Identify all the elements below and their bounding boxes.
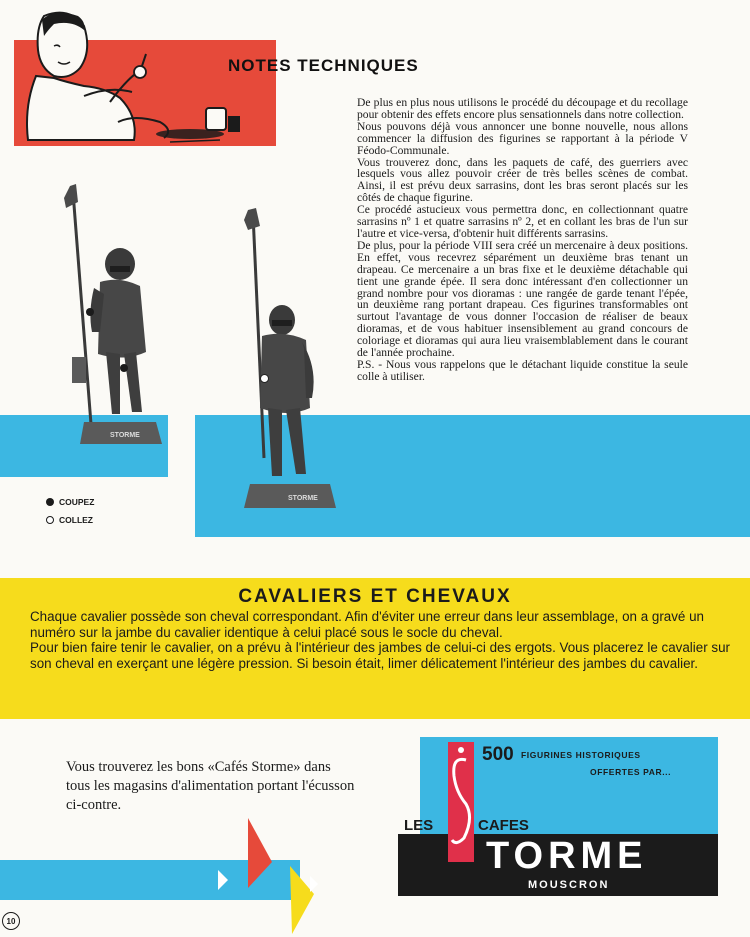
notes-title: NOTES TECHNIQUES: [228, 56, 419, 75]
cavaliers-paragraph: Pour bien faire tenir le cavalier, on a prévu à l'intérieur des jambes de celui-ci des ergots. Vous placerez le cavalier sur son cheval en exerçant une légère pression. Si besoin était, limer délicatement l'intérieur des jambes du cavalier.: [30, 640, 730, 671]
legend-cut-label: COUPEZ: [59, 497, 95, 507]
glue-marker: [260, 374, 269, 383]
notes-paragraph: De plus en plus nous utilisons le procédé du découpage et du recollage pour obtenir des effets encore plus sensationnels dans notre collection.: [357, 96, 688, 121]
cavaliers-title: CAVALIERS ET CHEVAUX: [238, 586, 512, 607]
logo-les: LES: [404, 817, 434, 834]
logo-brand: TORME: [486, 835, 648, 877]
decorative-arrows: [210, 818, 320, 936]
notes-paragraph: Nous pouvons déjà vous annoncer une bonne nouvelle, nous allons commencer la diffusion des figurines se rapportant à la période V Féodo-Communale.: [357, 119, 688, 157]
notes-body: [357, 97, 688, 383]
legend-cut: [46, 493, 94, 511]
notes-paragraph: De plus, pour la période VIII sera créé un mercenaire à deux positions. En effet, vous recevrez séparément un deuxième bras tenant un drapeau. Ce mercenaire a un bras fixe et le deuxième détachable qui tient une grande épée. Il sera donc intéressant d'en collectionner un grand nombre pour vos dioramas : une rangée de garde tenant l'épée, un deuxième rang portant drapeau. Ces figurines transformables ont surtout l'avantage de vous donner l'occasion de réaliser de beaux dioramas, et de vous habituer insensiblement au grand concours de coloriage et dioramas qui aura lieu vraisemblablement dans le courant de l'année prochaine.: [357, 238, 688, 360]
soldier-figurine-2: [238, 208, 348, 520]
empty-dot-icon: [46, 516, 54, 524]
filled-dot-icon: [46, 498, 54, 506]
cavaliers-body: [30, 609, 730, 671]
logo-line-1: FIGURINES HISTORIQUES: [521, 750, 641, 760]
legend: [46, 493, 94, 529]
logo-cafes: CAFES: [478, 817, 529, 834]
legend-glue: [46, 511, 94, 529]
legend-glue-label: COLLEZ: [59, 515, 93, 525]
notes-paragraph: Vous trouverez donc, dans les paquets de café, des guerriers avec lesquels vous allez pouvoir créer de très belles scènes de combat. Ainsi, il est prévu deux sarrasins, dont les bras seront placés sur les côtés de chaque figurine.: [357, 155, 688, 205]
soldier-figurine-1: [58, 182, 173, 467]
storme-s-banner-icon: [446, 742, 476, 862]
logo-city: MOUSCRON: [528, 879, 610, 891]
logo-line-2: OFFERTES PAR...: [590, 767, 672, 777]
figure-1-base-label: STORME: [110, 432, 140, 439]
page-number: 10: [2, 912, 20, 930]
logo-500: 500: [482, 744, 514, 765]
boy-painting-illustration: [14, 6, 246, 156]
notes-paragraph: P.S. - Nous vous rappelons que le détachant liquide constitue la seule colle à utiliser.: [357, 357, 688, 383]
cavaliers-paragraph: Chaque cavalier possède son cheval correspondant. Afin d'éviter une erreur dans leur assemblage, on a gravé un numéro sur la jambe du cavalier identique à celui placé sous le socle du cheval.: [30, 609, 704, 640]
notes-paragraph: Ce procédé astucieux vous permettra donc, en collectionnant quatre sarrasins nº 1 et quatre sarrasins nº 2, et en collant les bras de l'un sur l'autre et vice-versa, d'obtenir huit différents sarrasins.: [357, 203, 688, 240]
bons-text: Vous trouverez les bons «Cafés Storme» dans tous les magasins d'alimentation portant l'écusson ci-contre.: [66, 759, 355, 813]
figure-2-base-label: STORME: [288, 495, 318, 502]
